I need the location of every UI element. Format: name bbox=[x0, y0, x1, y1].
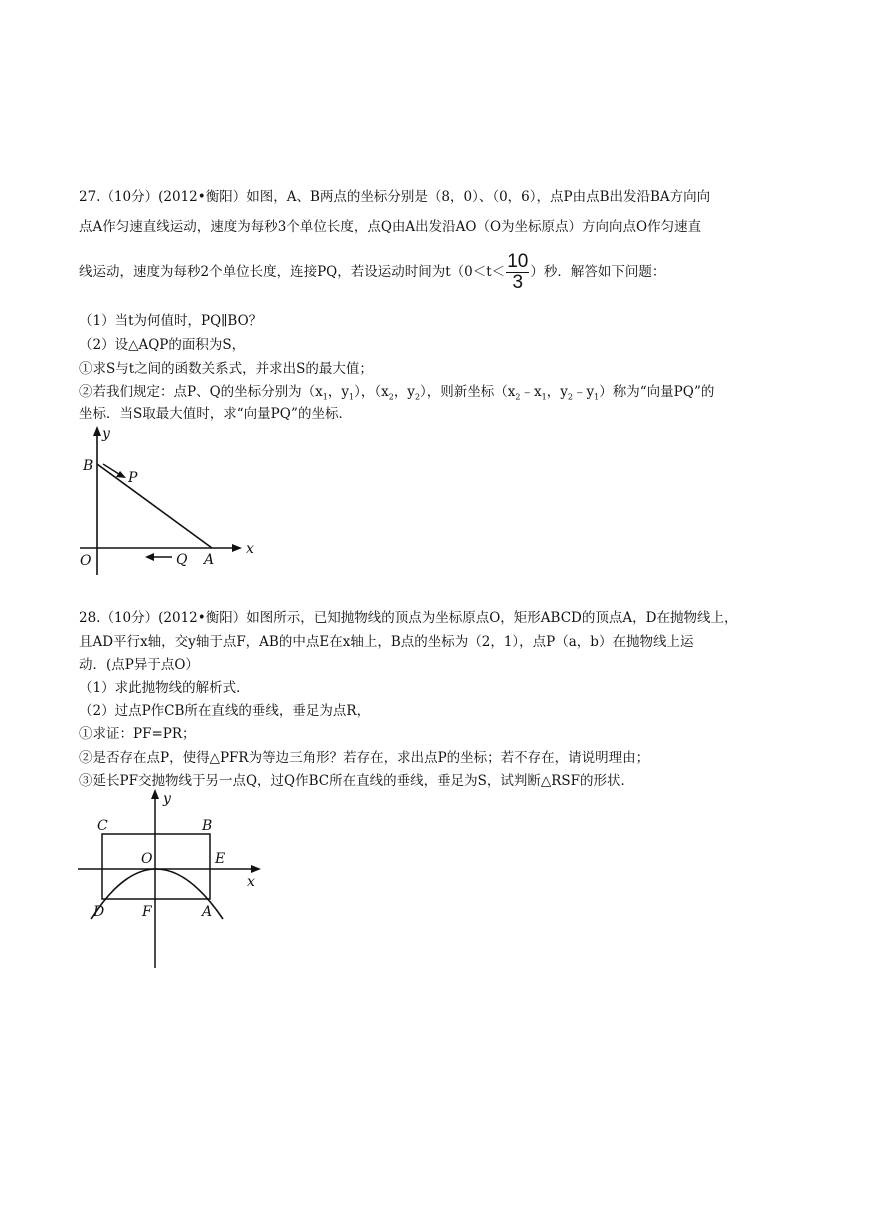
subscript: 1 bbox=[541, 392, 547, 402]
sub2-text-h: ﹣y bbox=[572, 384, 595, 400]
y-axis-arrow bbox=[93, 426, 101, 436]
label-d: D bbox=[93, 904, 105, 920]
q-arrow-head bbox=[145, 553, 154, 561]
subscript: 2 bbox=[567, 392, 573, 402]
q27-line-3-text-a: 线运动，速度为每秒2个单位长度，连接PQ，若设运动时间为t（0＜t＜ bbox=[79, 264, 506, 280]
q27-figure bbox=[70, 420, 270, 580]
segment-ba bbox=[97, 464, 212, 548]
label-o: O bbox=[141, 851, 153, 867]
label-e: E bbox=[215, 851, 226, 867]
q27-part-1: （1）当t为何值时，PQ∥BO？ bbox=[79, 313, 263, 329]
q28-sub-1: ①求证：PF=PR； bbox=[79, 726, 196, 742]
subscript: 1 bbox=[349, 392, 355, 402]
q27-line-3-text-b: ）秒．解答如下问题： bbox=[530, 264, 666, 280]
label-q: Q bbox=[176, 552, 188, 568]
sub2-text-g: ，y bbox=[546, 384, 568, 400]
time-fraction bbox=[506, 252, 529, 293]
y-axis-arrow bbox=[151, 789, 159, 799]
sub2-text-f: ﹣x bbox=[520, 384, 542, 400]
label-p: P bbox=[128, 470, 138, 486]
sub2-text-c: ），（x bbox=[354, 384, 389, 400]
label-f: F bbox=[142, 904, 152, 920]
fraction-numerator: 10 bbox=[507, 251, 529, 272]
q27-sub-1: ①求S与t之间的函数关系式，并求出S的最大值； bbox=[79, 361, 373, 377]
q28-line-2: 且AD平行x轴，交y轴于点F，AB的中点E在x轴上，B点的坐标为（2，1），点P（a，b）在抛物线上运 bbox=[79, 634, 694, 650]
p-arrow-head bbox=[116, 471, 126, 478]
sub2-text-i: ）称为“向量PQ”的 bbox=[599, 384, 715, 400]
q28-sub-2: ②是否存在点P，使得△PFR为等边三角形？若存在，求出点P的坐标；若不存在，请说明理由； bbox=[79, 750, 650, 766]
label-y: y bbox=[163, 791, 171, 807]
q27-line-2: 点A作匀速直线运动，速度为每秒3个单位长度，点Q由A出发沿AO（O为坐标原点）方向向点O作匀速直 bbox=[79, 219, 702, 235]
label-x: x bbox=[246, 541, 254, 557]
subscript: 1 bbox=[322, 392, 328, 402]
q27-line-3 bbox=[79, 252, 665, 293]
q27-part-2: （2）设△AQP的面积为S， bbox=[79, 337, 246, 353]
subscript: 2 bbox=[414, 392, 421, 402]
x-axis-arrow bbox=[232, 544, 242, 552]
q27-line-1: 27.（10分）(2012•衡阳）如图，A、B两点的坐标分别是（8，0）、（0，6），点P由点B出发沿BA方向向 bbox=[79, 189, 711, 205]
label-o: O bbox=[80, 553, 92, 569]
sub2-text-d: ，y bbox=[393, 384, 415, 400]
label-y: y bbox=[102, 426, 110, 442]
sub2-text-e: ），则新坐标（x bbox=[420, 384, 516, 400]
subscript: 1 bbox=[594, 392, 600, 402]
q28-figure bbox=[75, 785, 275, 975]
q28-line-3: 动．(点P异于点O） bbox=[79, 657, 199, 673]
q28-part-2: （2）过点P作CB所在直线的垂线，垂足为点R， bbox=[79, 703, 371, 719]
q27-sub-2-cont: 坐标．当S取最大值时，求“向量PQ”的坐标． bbox=[79, 406, 352, 422]
rectangle-abcd bbox=[102, 834, 210, 899]
label-x: x bbox=[247, 874, 255, 890]
subscript: 2 bbox=[388, 392, 394, 402]
label-c: C bbox=[97, 818, 108, 834]
label-a: A bbox=[204, 552, 215, 568]
q28-part-1: （1）求此抛物线的解析式． bbox=[79, 680, 250, 696]
q28-line-1: 28.（10分）(2012•衡阳）如图所示，已知抛物线的顶点为坐标原点O，矩形ABCD的顶点A，D在抛物线上， bbox=[79, 610, 738, 626]
subscript: 2 bbox=[515, 392, 521, 402]
fraction-denominator: 3 bbox=[512, 272, 524, 293]
x-axis-arrow bbox=[251, 865, 261, 873]
sub2-text-a: ②若我们规定：点P、Q的坐标分别为（x bbox=[79, 384, 323, 400]
q28-sub-3: ③延长PF交抛物线于另一点Q，过Q作BC所在直线的垂线，垂足为S，试判断△RSF的形状． bbox=[79, 773, 634, 789]
label-b: B bbox=[202, 818, 213, 834]
label-a: A bbox=[202, 904, 213, 920]
sub2-text-b: ，y bbox=[327, 384, 349, 400]
label-b: B bbox=[83, 458, 94, 474]
